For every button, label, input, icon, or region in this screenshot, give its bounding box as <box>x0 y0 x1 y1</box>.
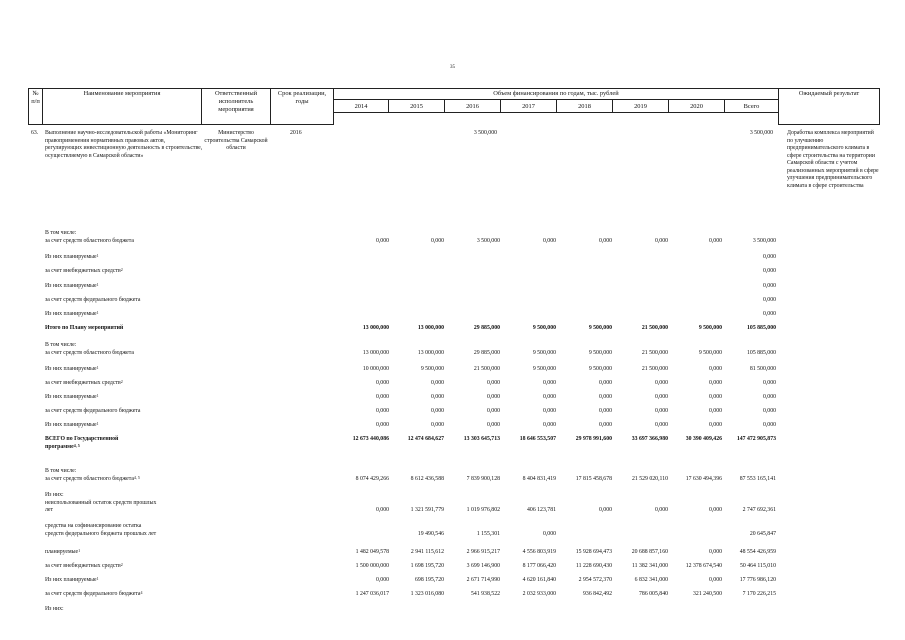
row-value-total: 50 464 115,010 <box>739 563 776 569</box>
row-value-2019: 0,000 <box>654 408 668 414</box>
row-label <box>45 394 99 402</box>
row-label <box>45 342 134 357</box>
row-value-2018: 9 500,000 <box>588 349 612 356</box>
row-value-2017: 9 500,000 <box>532 325 556 331</box>
row-value-2018: 11 228 690,430 <box>575 563 612 569</box>
row-value-2017: 9 500,000 <box>532 366 556 372</box>
row-value-2016: 29 885,000 <box>473 349 500 356</box>
footnote-marker: 1 <box>96 576 99 581</box>
row-value-2016: 541 938,522 <box>471 591 500 597</box>
row-value-2019: 0,000 <box>654 380 668 386</box>
row-label-text: Из них планируемые <box>45 394 97 400</box>
row-value-2020: 30 390 409,426 <box>685 436 722 442</box>
row-value-2020: 12 378 674,540 <box>685 563 722 569</box>
row-value-2018: 0,000 <box>598 422 612 428</box>
row-value-2014: 0,000 <box>375 237 389 244</box>
row-value-2019: 0,000 <box>654 394 668 400</box>
row-value-2015: 0,000 <box>430 237 444 244</box>
item-value-2016: 3 500,000 <box>473 130 497 136</box>
row-label-text: В том числе: за счет средств областного бюджета <box>45 230 134 244</box>
row-label <box>45 492 156 515</box>
row-label-text: планируемые <box>45 549 79 555</box>
header-year-2019: 2019 <box>612 99 669 113</box>
header-year-2016: 2016 <box>444 99 501 113</box>
row-value-2018: 0,000 <box>598 394 612 400</box>
row-label-text: за счет средств федерального бюджета <box>45 591 141 597</box>
row-value-2018: 0,000 <box>598 408 612 414</box>
row-value-2015: 0,000 <box>430 380 444 386</box>
row-value-2015: 0,000 <box>430 394 444 400</box>
row-value-2018: 9 500,000 <box>588 366 612 372</box>
footnote-marker: 1 <box>96 421 99 426</box>
footnote-marker: 2 <box>120 379 123 384</box>
row-value-2017: 0,000 <box>542 394 556 400</box>
row-label <box>45 230 134 245</box>
row-value-2015: 2 941 115,612 <box>410 549 444 555</box>
row-value-2015: 13 000,000 <box>417 325 444 331</box>
row-value-2019: 0,000 <box>654 422 668 428</box>
row-label <box>45 468 140 483</box>
row-label <box>45 254 99 262</box>
row-value-2015: 13 000,000 <box>417 349 444 356</box>
row-value-2016: 1 019 976,802 <box>466 507 500 513</box>
row-value-2017: 18 646 553,507 <box>519 436 556 442</box>
row-value-2014: 0,000 <box>375 422 389 428</box>
footnote-marker: 1 <box>96 310 99 315</box>
row-label <box>45 268 123 276</box>
row-value-2017: 0,000 <box>542 408 556 414</box>
row-value-total: 0,000 <box>762 311 776 317</box>
row-value-2020: 0,000 <box>708 394 722 400</box>
row-value-2014: 1 482 049,578 <box>355 549 389 555</box>
row-value-2017: 0,000 <box>542 380 556 386</box>
row-value-total: 0,000 <box>762 408 776 414</box>
row-value-2015: 1 321 591,779 <box>410 507 444 513</box>
row-label <box>45 297 140 305</box>
row-label-text: за счет внебюджетных средств <box>45 563 121 569</box>
header-funding: Объем финансирования по годам, тыс. рублей <box>333 88 779 100</box>
row-label-text: за счет внебюджетных средств <box>45 268 121 274</box>
row-label-text: Из них планируемые <box>45 422 97 428</box>
row-value-2020: 0,000 <box>708 366 722 372</box>
row-value-total: 0,000 <box>762 283 776 289</box>
row-value-2017: 4 620 161,840 <box>522 577 556 583</box>
header-responsible: Ответственный исполнитель мероприятия <box>201 88 271 125</box>
row-value-2015: 1 323 016,080 <box>410 591 444 597</box>
row-value-2019: 21 500,000 <box>641 325 668 331</box>
row-value-2014: 1 500 000,000 <box>355 563 389 569</box>
row-label <box>45 606 64 614</box>
row-value-total: 105 885,000 <box>747 349 776 356</box>
footnote-marker: 4, 5 <box>73 442 80 448</box>
row-value-2019: 6 832 341,000 <box>634 577 668 583</box>
footnote-marker: 4, 5 <box>133 474 140 480</box>
header-year-2020: 2020 <box>668 99 725 113</box>
row-value-total: 0,000 <box>762 297 776 303</box>
row-value-2014: 0,000 <box>375 577 389 583</box>
footnote-marker: 2 <box>120 562 123 567</box>
row-value-2016: 7 839 900,128 <box>466 475 500 482</box>
row-label-text: Из них: неиспользованный остаток средств прошлых лет <box>45 492 157 514</box>
row-value-2016: 21 500,000 <box>473 366 500 372</box>
row-value-2014: 0,000 <box>375 507 389 513</box>
row-value-2014: 13 000,000 <box>362 325 389 331</box>
footnote-marker: 1 <box>96 365 99 370</box>
row-value-total: 0,000 <box>762 422 776 428</box>
header-no: № п/п <box>28 88 43 125</box>
row-label <box>45 577 99 585</box>
row-value-2016: 2 671 714,990 <box>466 577 500 583</box>
item-responsible: Министерство строительства Самарской области <box>204 130 268 152</box>
row-value-2020: 321 240,500 <box>693 591 722 597</box>
row-value-total: 147 472 905,873 <box>736 436 776 442</box>
row-value-2016: 3 699 146,900 <box>466 563 500 569</box>
row-value-total: 20 645,847 <box>749 530 776 537</box>
row-value-2020: 17 630 494,396 <box>685 475 722 482</box>
row-label-text: за счет внебюджетных средств <box>45 380 121 386</box>
row-value-2014: 10 000,000 <box>362 366 389 372</box>
row-value-2017: 0,000 <box>542 530 556 537</box>
row-value-2017: 0,000 <box>542 237 556 244</box>
row-value-total: 0,000 <box>762 268 776 274</box>
row-value-total: 3 500,000 <box>752 237 776 244</box>
row-value-2019: 0,000 <box>654 237 668 244</box>
header-year-2014: 2014 <box>333 99 389 113</box>
row-value-2019: 21 500,000 <box>641 366 668 372</box>
row-value-2019: 11 382 341,000 <box>631 563 668 569</box>
row-value-2016: 0,000 <box>486 380 500 386</box>
row-value-2015: 698 195,720 <box>415 577 444 583</box>
row-value-2014: 1 247 036,017 <box>355 591 389 597</box>
header-year-2017: 2017 <box>500 99 557 113</box>
item-name: Выполнение научно-исследовательской работы «Мониторинг правоприменения нормативных правовых актов, регулирующих инвестиционную деятельность в строительстве, осуществляемую в Самарской области» <box>45 130 203 159</box>
row-value-total: 105 885,000 <box>747 325 776 331</box>
row-value-2018: 17 815 458,678 <box>575 475 612 482</box>
row-value-2018: 15 928 694,473 <box>575 549 612 555</box>
row-value-2016: 2 966 915,217 <box>466 549 500 555</box>
row-value-2016: 0,000 <box>486 422 500 428</box>
row-value-2014: 12 673 440,086 <box>352 436 389 442</box>
header-name: Наименование мероприятия <box>42 88 202 125</box>
row-value-2016: 1 155,301 <box>476 530 500 537</box>
header-result: Ожидаемый результат <box>778 88 880 125</box>
row-value-2019: 0,000 <box>654 507 668 513</box>
row-value-2020: 9 500,000 <box>698 349 722 356</box>
footnote-marker: 1 <box>78 548 81 553</box>
row-value-2020: 0,000 <box>708 237 722 244</box>
row-value-2020: 0,000 <box>708 408 722 414</box>
row-value-2020: 9 500,000 <box>698 325 722 331</box>
row-value-2015: 1 698 195,720 <box>410 563 444 569</box>
row-value-2019: 33 697 366,980 <box>631 436 668 442</box>
row-value-2014: 0,000 <box>375 394 389 400</box>
row-label-text: ВСЕГО по Государственной программе <box>45 436 119 450</box>
row-value-2017: 4 556 803,919 <box>522 549 556 555</box>
row-label <box>45 436 118 451</box>
row-label <box>45 549 80 557</box>
row-label-text: В том числе: за счет средств областного бюджета <box>45 468 134 482</box>
row-value-2019: 20 688 857,160 <box>631 549 668 555</box>
row-value-2014: 0,000 <box>375 380 389 386</box>
item-period: 2016 <box>290 130 302 136</box>
row-value-total: 0,000 <box>762 394 776 400</box>
row-label-text: Из них планируемые <box>45 577 97 583</box>
row-label-text: Из них планируемые <box>45 283 97 289</box>
row-value-2016: 0,000 <box>486 408 500 414</box>
footnote-marker: 4 <box>140 590 143 595</box>
header-year-total: Всего <box>724 99 779 113</box>
row-label-text: за счет средств федерального бюджета <box>45 297 141 303</box>
row-label <box>45 283 99 291</box>
row-value-total: 0,000 <box>762 254 776 260</box>
row-value-2015: 9 500,000 <box>420 366 444 372</box>
row-value-2016: 0,000 <box>486 394 500 400</box>
row-value-2016: 3 500,000 <box>476 237 500 244</box>
row-value-2015: 0,000 <box>430 408 444 414</box>
row-value-2019: 21 500,000 <box>641 349 668 356</box>
row-label <box>45 563 123 571</box>
row-value-2018: 9 500,000 <box>588 325 612 331</box>
row-label <box>45 311 99 319</box>
row-value-2017: 8 404 831,419 <box>522 475 556 482</box>
row-value-2016: 13 303 645,713 <box>463 436 500 442</box>
row-value-total: 0,000 <box>762 380 776 386</box>
row-label-text: Из них планируемые <box>45 254 97 260</box>
row-label-text: Из них планируемые <box>45 311 97 317</box>
item-value-total: 3 500,000 <box>749 130 773 136</box>
row-label-text: Из них планируемые <box>45 366 97 372</box>
row-label <box>45 366 99 374</box>
item-expected-result: Доработка комплекса мероприятий по улучшению предпринимательского климата в сфере строительства на территории Самарской области с учетом реализованных мероприятий в сфере улучшения предпринимательского климата в сфере строительства <box>787 130 879 189</box>
row-value-2020: 0,000 <box>708 577 722 583</box>
row-label <box>45 591 142 599</box>
row-label <box>45 380 123 388</box>
header-year-2018: 2018 <box>556 99 613 113</box>
row-value-2017: 2 032 933,000 <box>522 591 556 597</box>
row-value-total: 7 170 226,215 <box>742 591 776 597</box>
page-number: 35 <box>450 65 455 70</box>
row-value-2018: 29 978 991,600 <box>575 436 612 442</box>
row-value-2018: 0,000 <box>598 380 612 386</box>
row-value-2017: 406 123,781 <box>527 507 556 513</box>
footnote-marker: 1 <box>96 253 99 258</box>
header-period: Срок реализации, годы <box>270 88 334 125</box>
row-value-2018: 2 954 572,370 <box>578 577 612 583</box>
row-value-2015: 8 612 436,588 <box>410 475 444 482</box>
row-value-2019: 786 005,840 <box>639 591 668 597</box>
row-value-2014: 8 074 429,266 <box>355 475 389 482</box>
row-value-2015: 0,000 <box>430 422 444 428</box>
row-label-text: за счет средств федерального бюджета <box>45 408 141 414</box>
header-year-2015: 2015 <box>388 99 445 113</box>
row-value-2018: 936 842,492 <box>583 591 612 597</box>
footnote-marker: 2 <box>120 267 123 272</box>
row-label-text: Итого по Плану мероприятий <box>45 325 124 331</box>
row-value-2020: 0,000 <box>708 549 722 555</box>
footnote-marker: 1 <box>96 282 99 287</box>
row-value-2018: 0,000 <box>598 237 612 244</box>
row-label-text: средства на софинансирование остатка средств федерального бюджета прошлых лет <box>45 523 157 537</box>
row-value-total: 17 776 986,120 <box>739 577 776 583</box>
row-value-2020: 0,000 <box>708 422 722 428</box>
row-value-2017: 0,000 <box>542 422 556 428</box>
footnote-marker: 1 <box>96 393 99 398</box>
row-label <box>45 523 156 538</box>
row-value-2018: 0,000 <box>598 507 612 513</box>
row-value-2017: 9 500,000 <box>532 349 556 356</box>
row-value-2015: 12 474 684,627 <box>407 436 444 442</box>
row-label-text: Из них: <box>45 606 64 612</box>
row-value-2017: 8 177 066,420 <box>522 563 556 569</box>
row-value-2014: 0,000 <box>375 408 389 414</box>
row-value-2014: 13 000,000 <box>362 349 389 356</box>
row-label-text: В том числе: за счет средств областного бюджета <box>45 342 134 356</box>
row-value-2016: 29 885,000 <box>473 325 500 331</box>
row-value-2015: 19 490,546 <box>417 530 444 537</box>
row-value-2019: 21 529 020,110 <box>631 475 668 482</box>
row-value-total: 48 554 426,959 <box>739 549 776 555</box>
row-value-total: 87 553 165,141 <box>739 475 776 482</box>
row-label <box>45 325 123 333</box>
row-value-total: 2 747 692,361 <box>742 507 776 513</box>
row-value-total: 81 500,000 <box>749 366 776 372</box>
item-number: 63. <box>31 130 39 136</box>
row-label <box>45 422 99 430</box>
row-value-2020: 0,000 <box>708 507 722 513</box>
row-label <box>45 408 140 416</box>
row-value-2020: 0,000 <box>708 380 722 386</box>
